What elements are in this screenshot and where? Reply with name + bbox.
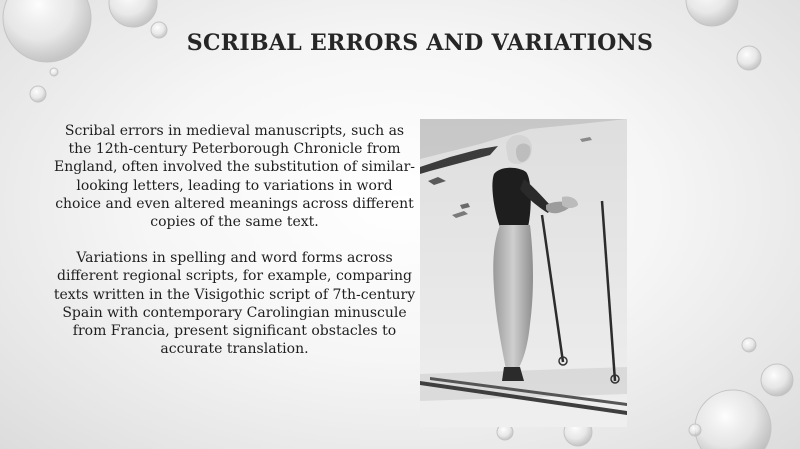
droplet <box>737 46 761 70</box>
skier-sweater <box>492 168 530 227</box>
droplet <box>686 0 738 26</box>
droplet <box>742 338 756 352</box>
slide-title: SCRIBAL ERRORS AND VARIATIONS <box>186 30 654 56</box>
droplet <box>109 0 157 27</box>
droplet <box>695 390 771 449</box>
slide-body <box>52 122 417 358</box>
droplet <box>761 364 793 396</box>
skier-photo <box>420 119 627 427</box>
body-paragraph-1: Scribal errors in medieval manuscripts, such as the 12th-century Peterborough Chronicle from England, often involved the substitution of similar-looking letters, leading to variations in word choice and even altered meanings across different copies of the same text. <box>54 123 415 231</box>
droplet <box>30 86 46 102</box>
droplet <box>689 424 701 436</box>
body-paragraph-2: Variations in spelling and word forms across different regional scripts, for example, comparing texts written in the Visigothic script of 7th-century Spain with contemporary Carolingian minuscule from Francia, present significant obstacles to accurate translation. <box>53 250 416 358</box>
droplet <box>3 0 91 62</box>
droplet <box>50 68 58 76</box>
